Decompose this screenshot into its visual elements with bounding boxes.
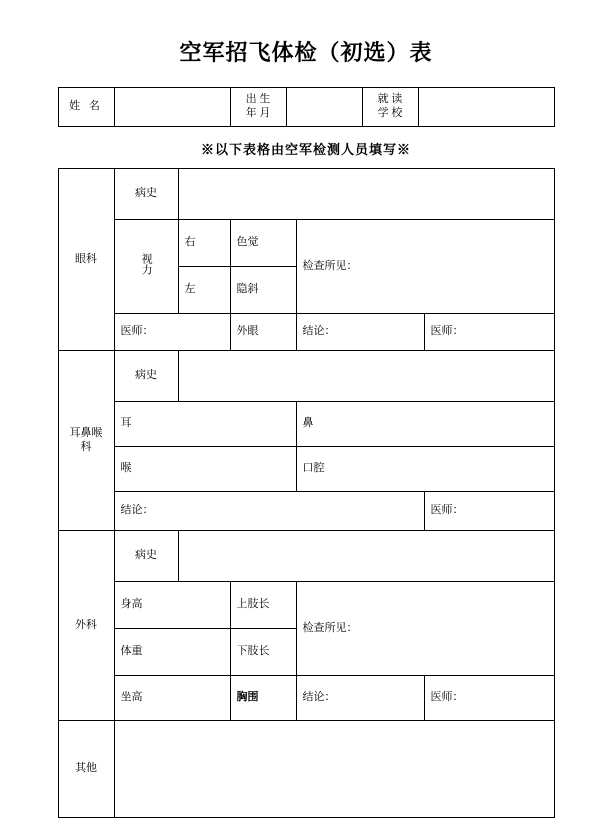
surgery-history-label: 病史	[114, 531, 178, 582]
birth-date-label-line2: 年 月	[245, 107, 271, 119]
surgery-conclusion-cell[interactable]	[296, 676, 424, 721]
ent-mouth-cell[interactable]	[296, 447, 554, 492]
table-row	[58, 582, 554, 629]
section-label-ent: 耳鼻喉科	[58, 351, 114, 531]
table-row	[58, 721, 554, 818]
surgery-history-input[interactable]	[178, 531, 554, 582]
eye-left-label: 左	[178, 267, 230, 314]
eye-doctor-label: 医师：	[120, 325, 154, 338]
eye-conclusion-doctor-cell[interactable]	[424, 314, 554, 351]
surgery-findings-cell[interactable]	[296, 582, 554, 676]
ent-history-input[interactable]	[178, 351, 554, 402]
ent-doctor-label: 医师：	[430, 504, 464, 517]
eye-vision-label-text: 视力	[140, 253, 153, 276]
ent-nose-cell[interactable]	[296, 402, 554, 447]
surgery-height-label: 身高	[120, 598, 143, 611]
table-row	[58, 314, 554, 351]
name-input[interactable]	[114, 88, 230, 127]
eye-right-label: 右	[178, 220, 230, 267]
table-row	[58, 492, 554, 531]
table-row	[58, 676, 554, 721]
ent-conclusion-cell[interactable]	[114, 492, 424, 531]
surgery-chest-cell[interactable]	[230, 676, 296, 721]
school-label	[362, 88, 418, 127]
table-row	[58, 169, 554, 220]
birth-date-label-line1: 出 生	[245, 93, 271, 106]
ent-history-label: 病史	[114, 351, 178, 402]
table-row	[58, 220, 554, 267]
physical-exam-form-page	[0, 36, 612, 825]
examination-table	[58, 168, 555, 818]
section-label-eye: 眼科	[58, 169, 114, 351]
ent-ear-cell[interactable]	[114, 402, 296, 447]
school-label-line2: 学 校	[377, 107, 403, 119]
surgery-sitting-height-cell[interactable]	[114, 676, 230, 721]
applicant-header-table	[58, 87, 555, 127]
table-row	[58, 402, 554, 447]
eye-doctor-cell[interactable]	[114, 314, 230, 351]
ent-doctor-cell[interactable]	[424, 492, 554, 531]
section-label-surgery: 外科	[58, 531, 114, 721]
eye-findings-label: 检查所见：	[302, 259, 358, 272]
surgery-doctor-label: 医师：	[430, 691, 464, 704]
surgery-doctor-cell[interactable]	[424, 676, 554, 721]
ent-conclusion-label: 结论：	[120, 504, 154, 517]
ent-throat-cell[interactable]	[114, 447, 296, 492]
eye-history-label: 病史	[114, 169, 178, 220]
form-notice: ※以下表格由空军检测人员填写※	[200, 142, 411, 157]
table-row	[58, 447, 554, 492]
name-label: 姓 名	[58, 88, 114, 127]
table-row	[58, 88, 554, 127]
ent-ear-label: 耳	[120, 417, 132, 430]
eye-color-vision-label: 色觉	[230, 220, 296, 267]
section-label-other: 其他	[58, 721, 114, 818]
surgery-findings-label: 检查所见：	[302, 621, 358, 634]
page-title: 空军招飞体检（初选）表	[179, 40, 433, 65]
eye-history-input[interactable]	[178, 169, 554, 220]
surgery-conclusion-label: 结论：	[302, 691, 336, 704]
surgery-chest-label: 胸围	[236, 691, 259, 704]
birth-date-input[interactable]	[286, 88, 362, 127]
eye-phoria-label: 隐斜	[230, 267, 296, 314]
ent-mouth-label: 口腔	[302, 462, 325, 475]
eye-conclusion-cell[interactable]	[296, 314, 424, 351]
table-row	[58, 531, 554, 582]
surgery-sitting-height-label: 坐高	[120, 691, 143, 704]
birth-date-label	[230, 88, 286, 127]
eye-outer-eye-cell[interactable]	[230, 314, 296, 351]
school-input[interactable]	[418, 88, 554, 127]
surgery-weight-cell[interactable]	[114, 629, 230, 676]
eye-outer-eye-label: 外眼	[236, 325, 259, 338]
surgery-lower-limb-cell[interactable]	[230, 629, 296, 676]
ent-nose-label: 鼻	[302, 417, 314, 430]
surgery-lower-limb-label: 下肢长	[236, 645, 270, 658]
surgery-upper-limb-cell[interactable]	[230, 582, 296, 629]
surgery-upper-limb-label: 上肢长	[236, 598, 270, 611]
ent-throat-label: 喉	[120, 462, 132, 475]
eye-conclusion-label: 结论：	[302, 325, 336, 338]
eye-vision-label	[114, 220, 178, 314]
eye-findings-cell[interactable]	[296, 220, 554, 314]
surgery-weight-label: 体重	[120, 645, 143, 658]
other-input[interactable]	[114, 721, 554, 818]
eye-conclusion-doctor-label: 医师：	[430, 325, 464, 338]
table-row	[58, 351, 554, 402]
surgery-height-cell[interactable]	[114, 582, 230, 629]
school-label-line1: 就 读	[377, 93, 403, 106]
